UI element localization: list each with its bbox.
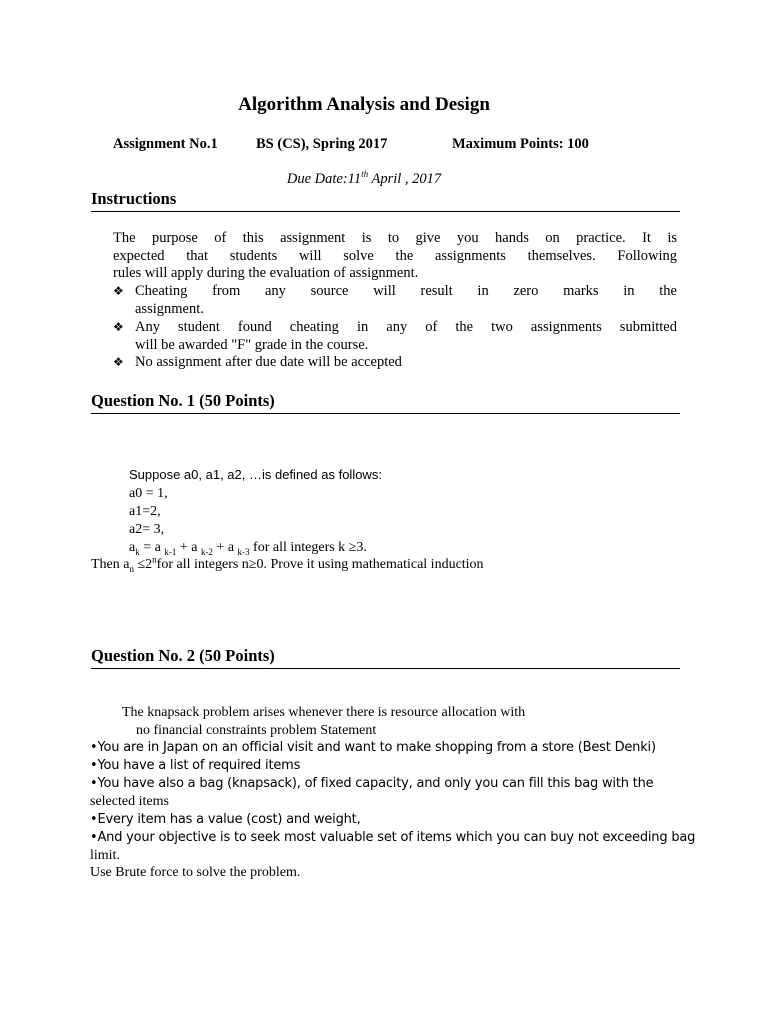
assignment-number: Assignment No.1 xyxy=(113,136,218,152)
diamond-bullet-icon: ❖ xyxy=(113,284,124,298)
q2-bullet-objective: •And your objective is to seek most valuable set of items which you can buy not exceeding bag xyxy=(90,830,696,845)
diamond-bullet-icon: ❖ xyxy=(113,355,124,369)
program-term: BS (CS), Spring 2017 xyxy=(256,136,388,152)
q2-bullet-bag: •You have also a bag (knapsack), of fixed capacity, and only you can fill this bag with the xyxy=(90,776,654,791)
instructions-paragraph: The purpose of this assignment is to give you hands on practice. It is expected that students will solve the assignments themselves. Following rules will apply during the evaluation of assignment. xyxy=(113,230,677,281)
instructions-heading: Instructions xyxy=(91,189,680,212)
q2-bullet-objective-cont: limit. xyxy=(90,848,120,863)
q2-closing: Use Brute force to solve the problem. xyxy=(90,865,301,880)
diamond-bullet-icon: ❖ xyxy=(113,320,124,334)
q1-a0: a0 = 1, xyxy=(129,486,168,501)
document-title: Algorithm Analysis and Design xyxy=(238,94,490,115)
q1-definition-line: Suppose a0, a1, a2, …is defined as follows: xyxy=(129,467,382,482)
q1-statement: Then $a_n \le 2^nfor$ all integers n≥0. Prove it using mathematical induction xyxy=(91,554,484,574)
document-page: Algorithm Analysis and Design Assignment No.1 BS (CS), Spring 2017 Maximum Points: 100 Due Date:11th April , 2017 Instructions The purpose of this assignment is to give you hands on practice. It is expected that students will solve the assignments themselves. Following rules will apply during the evaluation of assignment. ❖ Cheating from any source will result in zero marks in the assignment. ❖ Any student found cheating in any of the two assignments submitted will be awarded "F" grade in the course. ❖ No assignment after due date will be accepted Question No. 1 (50 Points) Suppose a0, a1, a2, …is defined as follows: a0 = 1, a1=2, a2= 3, $a_k = a$ $_{k-1}$ + a $_{k-2}$ + a $_{k-3}$ for all integers k ≥3. Then $a_n \le 2^nfor$ all integers n≥0. Prove it using mathematical induction Question No. 2 (50 Points) The knapsack problem arises whenever there is resource allocation with no financial constraints problem Statement •You are in Japan on an official visit and want to make shopping from a store (Best Denki) •You have a list of required items •You have also a bag (knapsack), of fixed capacity, and only you can fill this bag with the selected items •Every item has a value (cost) and weight, •And your objective is to seek most valuable set of items which you can buy not exceeding bag limit. Use Brute force to solve the problem. xyxy=(0,0,768,1024)
q1-recurrence: $a_k = a$ $_{k-1}$ + a $_{k-2}$ + a $_{k-3}$ for all integers k ≥3. xyxy=(129,540,367,557)
q2-intro-line2: no financial constraints problem Statement xyxy=(136,723,377,738)
due-date: Due Date:11th April , 2017 xyxy=(286,169,442,187)
q2-bullet-japan: •You are in Japan on an official visit and want to make shopping from a store (Best Denki) xyxy=(90,740,656,755)
maximum-points: Maximum Points: 100 xyxy=(452,136,589,152)
question1-heading: Question No. 1 (50 Points) xyxy=(91,391,680,414)
q2-bullet-bag-cont: selected items xyxy=(90,794,169,809)
q1-a2: a2= 3, xyxy=(129,522,165,537)
question2-heading: Question No. 2 (50 Points) xyxy=(91,646,680,669)
q2-intro-line1: The knapsack problem arises whenever there is resource allocation with xyxy=(122,705,526,720)
q1-a1: a1=2, xyxy=(129,504,161,519)
q2-bullet-list: •You have a list of required items xyxy=(90,758,301,773)
q2-bullet-value: •Every item has a value (cost) and weight, xyxy=(90,812,361,827)
